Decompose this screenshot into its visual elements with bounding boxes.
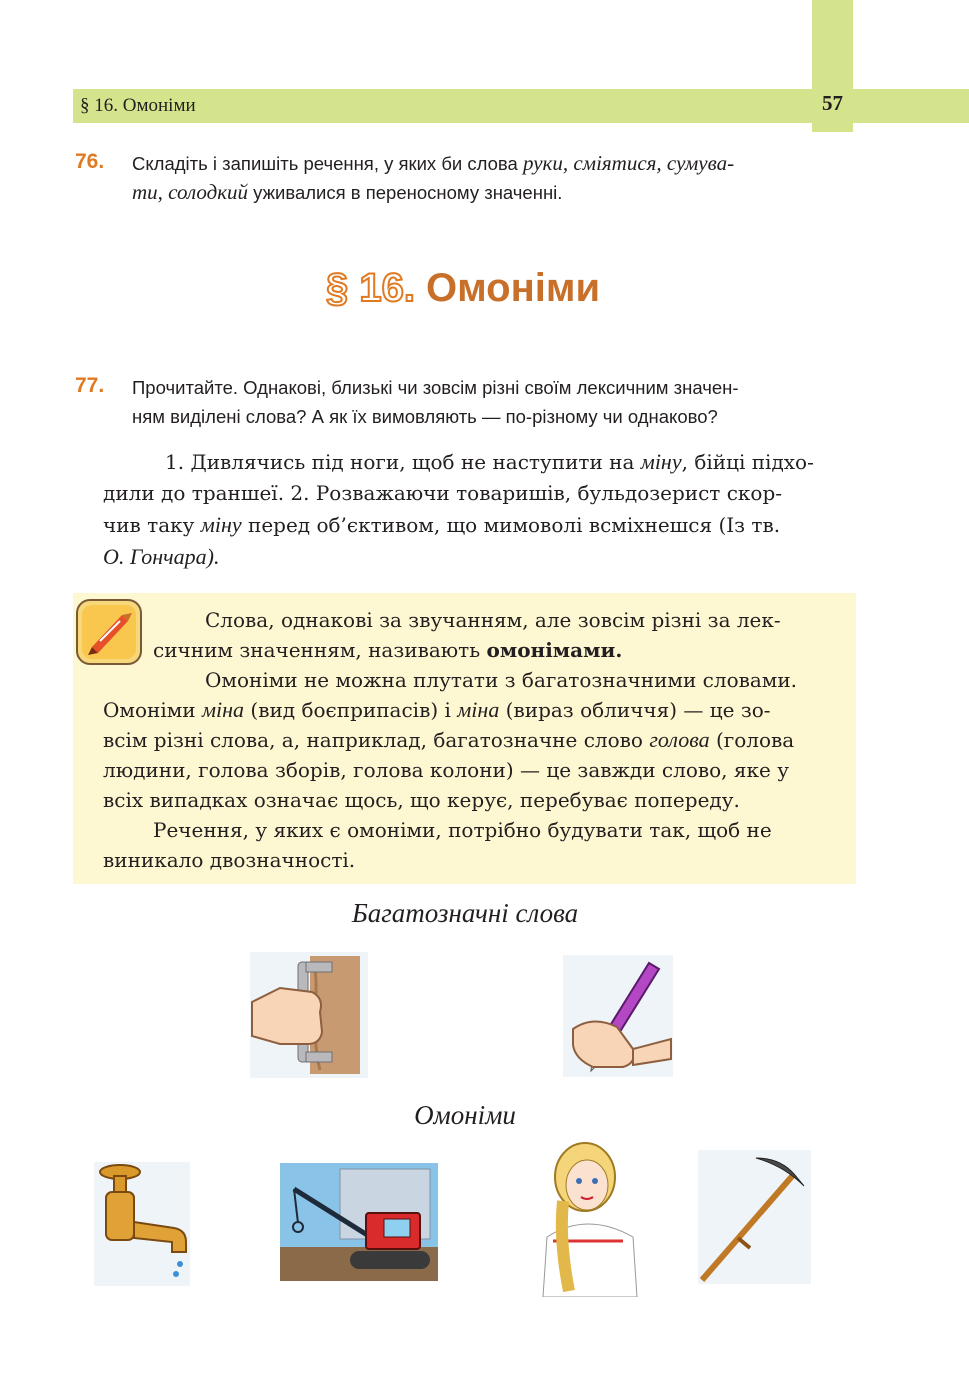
exercise-77-task [132, 373, 862, 431]
rule-text-part: (вид боєприпасів) і [244, 698, 458, 722]
caption-homonyms: Омоніми [414, 1100, 516, 1130]
rule-p2-line-4: людини, голова зборів, голова колони) — це завжди слово, яке у [103, 758, 789, 782]
rule-p3-line-1: Речення, у яких є омоніми, потрібно будувати так, щоб не [153, 818, 772, 842]
example-line-2: дили до траншеї. 2. Розважаючи товаришів, бульдозерист скор- [103, 481, 783, 505]
rule-text-part: (вираз обличчя) — це зо- [499, 698, 771, 722]
page-number: 57 [822, 91, 843, 115]
exercise-76-words-italic-2: ти, солодкий [132, 180, 249, 204]
girl-with-braid-illustration [533, 1141, 643, 1297]
example-author: О. Гончара). [103, 544, 220, 569]
rule-text-part: Омоніми [103, 698, 202, 722]
rule-word-mina-2: міна [457, 697, 500, 722]
rule-text-part: сичним значенням, називають [153, 638, 487, 662]
hand-holding-handle-illustration [250, 952, 368, 1078]
rule-text [103, 605, 827, 875]
rule-text-part: (голова [709, 728, 795, 752]
hand-pen-graphic [563, 955, 673, 1077]
exercise-77-line-2: ням виділені слова? А як їх вимовляють — по-різному чи однаково? [132, 406, 718, 427]
rule-p2-line-1: Омоніми не можна плутати з багатозначними словами. [205, 668, 798, 692]
exercise-number-76: 76. [75, 150, 105, 173]
crane-graphic [280, 1163, 438, 1281]
example-word-mina-2: міну [200, 512, 242, 537]
rule-p2-line-5: всіх випадках означає щось, що керує, перебуває попереду. [103, 788, 740, 812]
example-line-3 [103, 509, 856, 541]
tap-graphic [94, 1162, 190, 1286]
section-title: Омоніми [426, 266, 601, 310]
exercise-76-text [132, 149, 856, 207]
rule-text-part: всім різні слова, а, наприклад, багатозначне слово [103, 728, 650, 752]
rule-word-holova: голова [649, 727, 710, 752]
running-header-title: § 16. Омоніми [80, 95, 196, 116]
example-line-1 [103, 446, 856, 478]
exercise-76-text-end: уживалися в переносному значенні. [248, 182, 563, 203]
exercise-77-example [103, 446, 856, 573]
exercise-76-text-part: Складіть і запишіть речення, у яких би слова [132, 153, 523, 174]
example-text: 1. Дивлячись під ноги, щоб не наступити на [165, 450, 641, 474]
exercise-76-words-italic: руки, сміятися, сумува- [522, 151, 735, 175]
rule-p2-line-3 [103, 725, 827, 755]
scythe-illustration [698, 1150, 811, 1284]
example-word-mina-1: міну [640, 449, 682, 474]
rule-term-homonyms: омонімами. [486, 638, 623, 662]
rule-word-mina-1: міна [201, 697, 245, 722]
example-text: , бійці підхо- [681, 450, 814, 474]
rule-p1-line-2 [103, 635, 827, 665]
example-text: перед об’єктивом, що мимоволі всміхнешся (Із тв. [241, 513, 781, 537]
example-text: чив таку [103, 513, 201, 537]
girl-braid-graphic [533, 1141, 643, 1297]
scythe-graphic [698, 1150, 811, 1284]
water-tap-illustration [94, 1162, 190, 1286]
exercise-76-line-1 [132, 149, 856, 178]
exercise-76-line-2 [132, 178, 856, 207]
section-sign: § 16. [326, 266, 415, 310]
crane-excavator-illustration [280, 1163, 438, 1281]
rule-p3-line-2: виникало двозначності. [103, 848, 356, 872]
hand-handle-graphic [250, 952, 368, 1078]
rule-p1-line-1: Слова, однакові за звучанням, але зовсім різні за лек- [205, 608, 781, 632]
caption-polysemous-words: Багатозначні слова [351, 898, 579, 928]
exercise-number-77: 77. [75, 374, 105, 397]
rule-p2-line-2 [103, 695, 827, 725]
exercise-77-line-1: Прочитайте. Однакові, близькі чи зовсім різні своїм лексичним значен- [132, 377, 739, 398]
example-line-4 [103, 541, 856, 573]
hand-writing-pen-illustration [563, 955, 673, 1077]
